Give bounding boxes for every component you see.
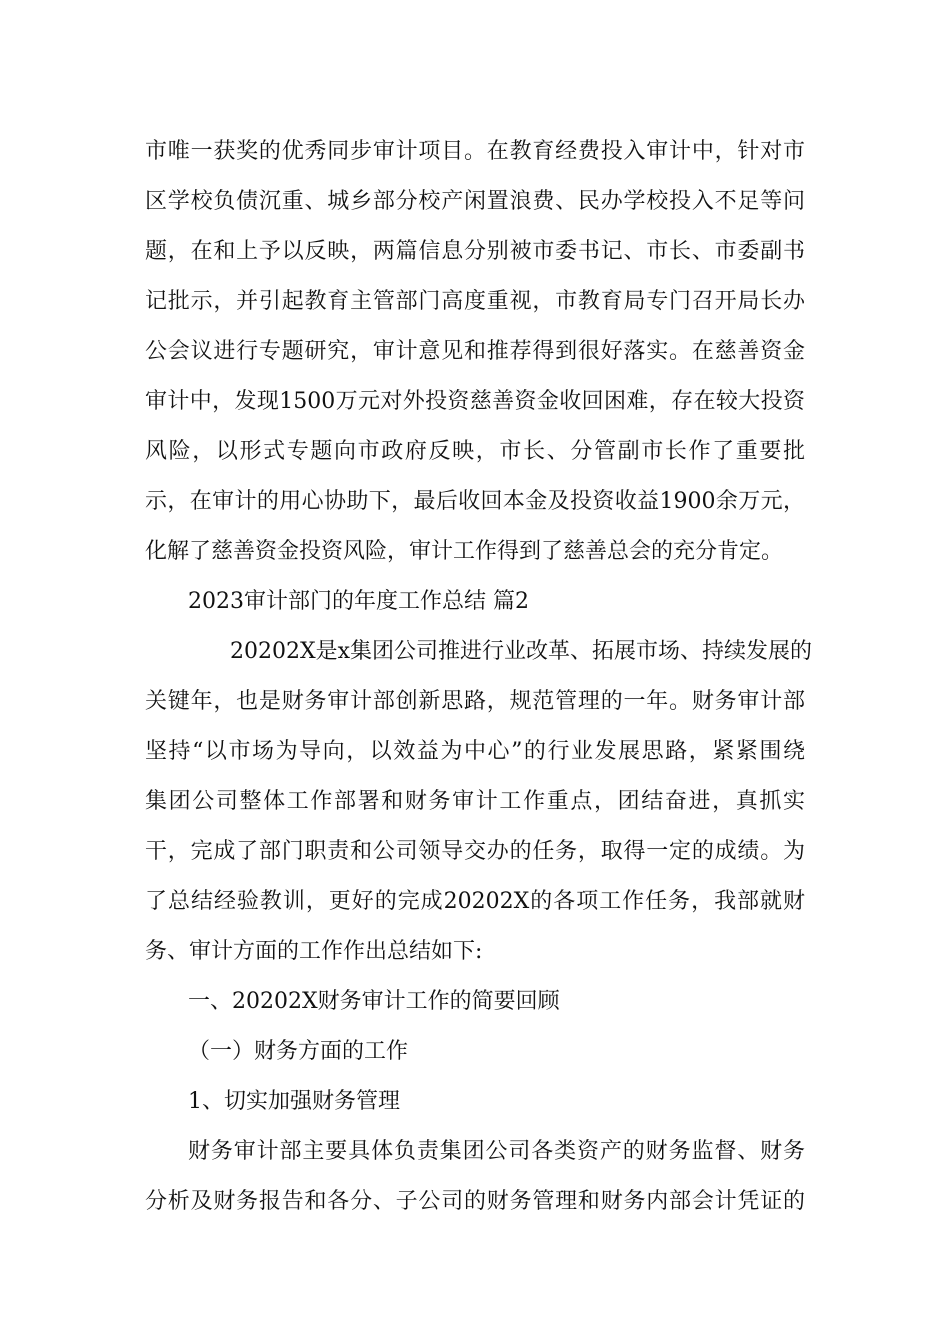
section-heading: 一、20202X财务审计工作的简要回顾 [188, 989, 560, 1014]
paragraph-line: 财务审计部主要具体负责集团公司各类资产的财务监督、财务 [188, 1139, 805, 1164]
item-heading: 1、切实加强财务管理 [188, 1089, 400, 1114]
paragraph-line: 示，在审计的用心协助下，最后收回本金及投资收益1900余万元， [145, 489, 805, 514]
paragraph-line: 干，完成了部门职责和公司领导交办的任务，取得一定的成绩。为 [145, 839, 805, 864]
paragraph-line: 审计中，发现1500万元对外投资慈善资金收回困难，存在较大投资 [145, 389, 805, 414]
paragraph-line: 务、审计方面的工作作出总结如下: [145, 939, 483, 964]
paragraph-line: 区学校负债沉重、城乡部分校产闲置浪费、民办学校投入不足等问 [145, 189, 805, 214]
article-title: 2023审计部门的年度工作总结 篇2 [188, 589, 529, 614]
paragraph-line: 坚持“以市场为导向，以效益为中心”的行业发展思路，紧紧围绕 [145, 739, 805, 764]
paragraph-line: 题，在和上予以反映，两篇信息分别被市委书记、市长、市委副书 [145, 239, 805, 264]
paragraph-line: 化解了慈善资金投资风险，审计工作得到了慈善总会的充分肯定。 [145, 539, 784, 564]
paragraph-line: 了总结经验教训，更好的完成20202X的各项工作任务，我部就财 [145, 889, 805, 914]
paragraph-line: 集团公司整体工作部署和财务审计工作重点，团结奋进，真抓实 [145, 789, 805, 814]
paragraph-line: 记批示，并引起教育主管部门高度重视，市教育局专门召开局长办 [145, 289, 805, 314]
paragraph-line: 关键年，也是财务审计部创新思路，规范管理的一年。财务审计部 [145, 689, 805, 714]
paragraph-line: 公会议进行专题研究，审计意见和推荐得到很好落实。在慈善资金 [145, 339, 805, 364]
paragraph-line: 分析及财务报告和各分、子公司的财务管理和财务内部会计凭证的 [145, 1189, 805, 1214]
subsection-heading: （一）财务方面的工作 [188, 1039, 409, 1064]
paragraph-line: 市唯一获奖的优秀同步审计项目。在教育经费投入审计中，针对市 [145, 139, 805, 164]
paragraph-line: 风险，以形式专题向市政府反映，市长、分管副市长作了重要批 [145, 439, 805, 464]
paragraph-line: 20202X是x集团公司推进行业改革、拓展市场、持续发展的 [230, 639, 813, 664]
